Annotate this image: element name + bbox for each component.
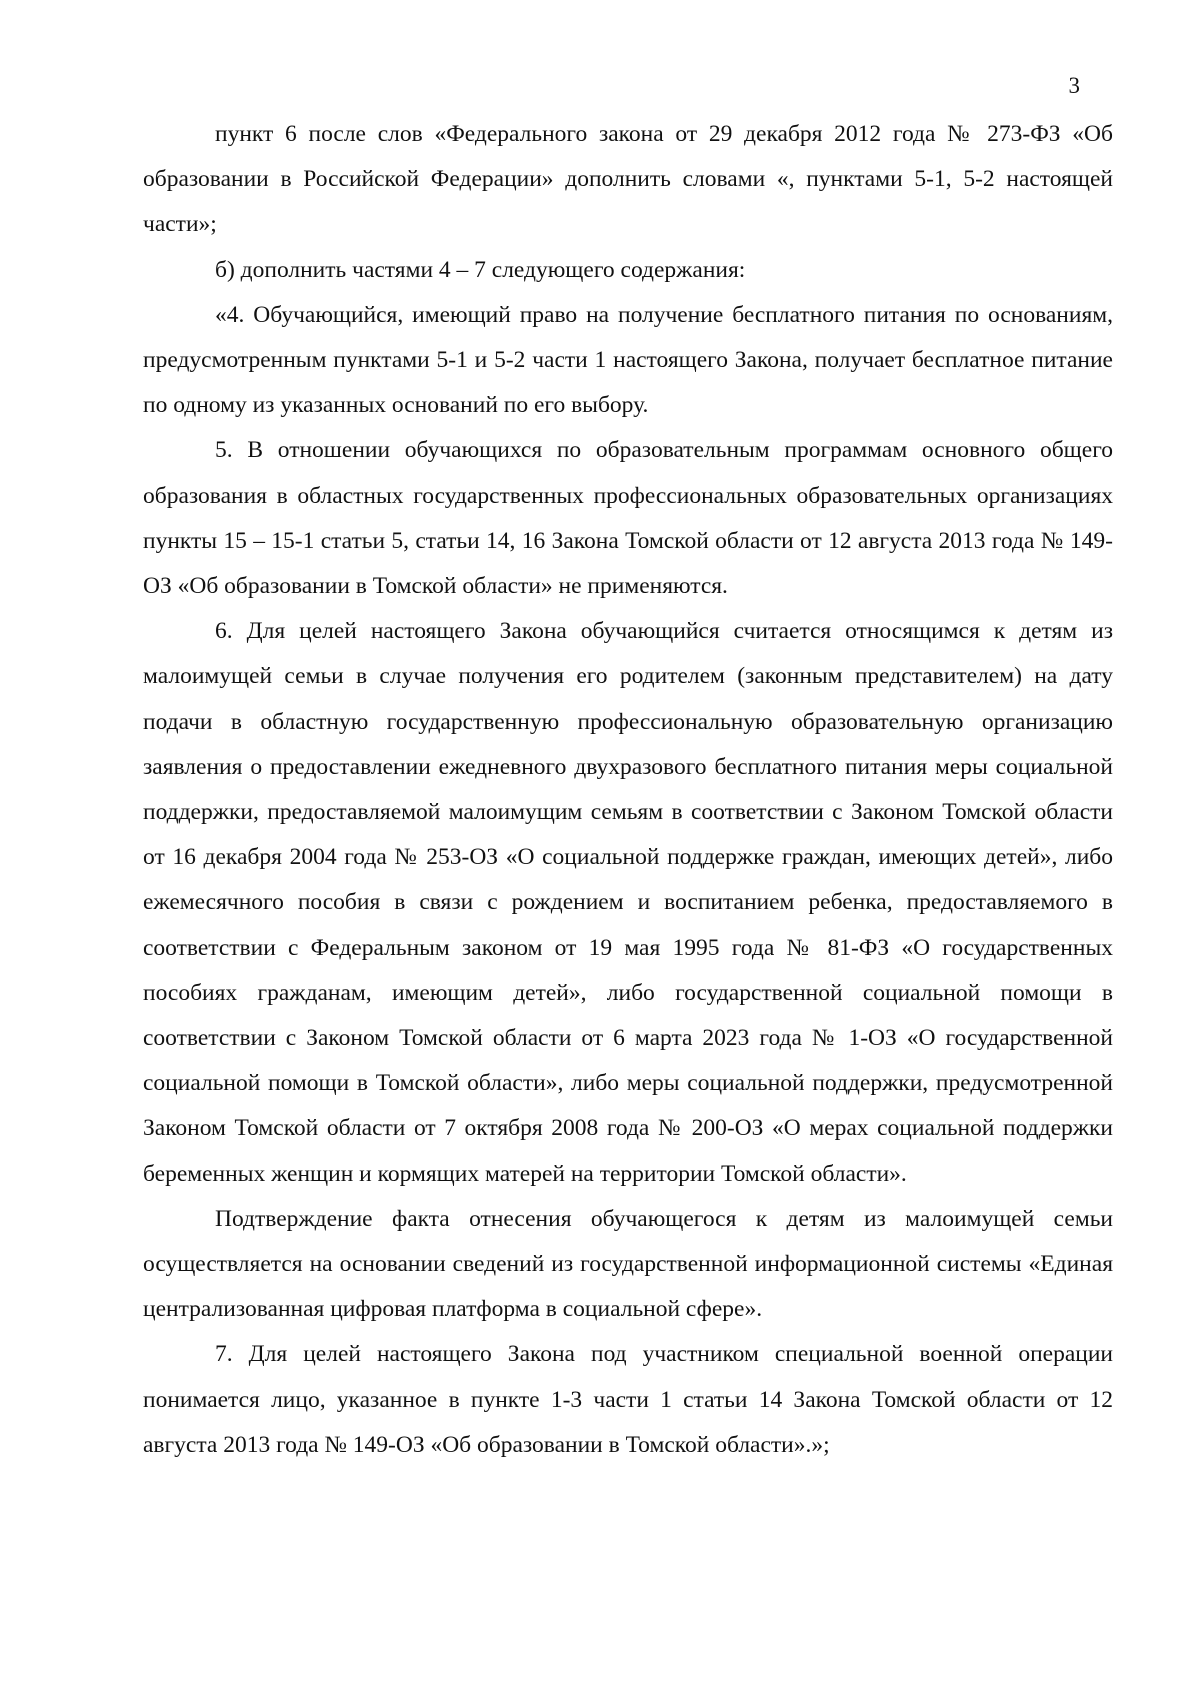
paragraph-part-5: 5. В отношении обучающихся по образовательным программам основного общего образования в областных государственных профессиональных образовательных организациях пункты 15 – 15-1 статьи 5, статьи 14, 16 Закона Томской области от 12 августа 2013 года № 149-ОЗ «Об образовании в Томской области» не применяются. <box>143 437 1113 600</box>
paragraph-item-6-amendment: пункт 6 после слов «Федерального закона от 29 декабря 2012 года № 273-ФЗ «Об образовании в Российской Федерации» дополнить словами «, пунктами 5-1, 5-2 настоящей части»; <box>143 121 1113 238</box>
document-body <box>143 112 1113 1468</box>
paragraph-part-6-confirmation: Подтверждение факта отнесения обучающегося к детям из малоимущей семьи осуществляется на основании сведений из государственной информационной системы «Единая централизованная цифровая платформа в социальной сфере». <box>143 1205 1113 1323</box>
paragraph-part-4: «4. Обучающийся, имеющий право на получение бесплатного питания по основаниям, предусмотренным пунктами 5-1 и 5-2 части 1 настоящего Закона, получает бесплатное питание по одному из указанных оснований по его выбору. <box>143 301 1113 419</box>
paragraph-part-6: 6. Для целей настоящего Закона обучающийся считается относящимся к детям из малоимущей семьи в случае получения его родителем (законным представителем) на дату подачи в областную государственную профессиональную образовательную организацию заявления о предоставлении ежедневного двухразового бесплатного питания меры социальной поддержки, предоставляемой малоимущим семьям в соответствии с Законом Томской области от 16 декабря 2004 года № 253-ОЗ «О социальной поддержке граждан, имеющих детей», либо ежемесячного пособия в связи с рождением и воспитанием ребенка, предоставляемого в соответствии с Федеральным законом от 19 мая 1995 года № 81-ФЗ «О государственных пособиях гражданам, имеющим детей», либо государственной социальной помощи в соответствии с Законом Томской области от 6 марта 2023 года № 1-ОЗ «О государственной социальной помощи в Томской области», либо меры социальной поддержки, предусмотренной Законом Томской области от 7 октября 2008 года № 200-ОЗ «О мерах социальной поддержки беременных женщин и кормящих матерей на территории Томской области». <box>143 618 1113 1187</box>
paragraph-subitem-b: б) дополнить частями 4 – 7 следующего содержания: <box>215 256 746 283</box>
page-number: 3 <box>1068 73 1080 98</box>
paragraph-part-7: 7. Для целей настоящего Закона под участником специальной военной операции понимается лицо, указанное в пункте 1-3 части 1 статьи 14 Закона Томской области от 12 августа 2013 года № 149-ОЗ «Об образовании в Томской области».»; <box>143 1341 1113 1458</box>
